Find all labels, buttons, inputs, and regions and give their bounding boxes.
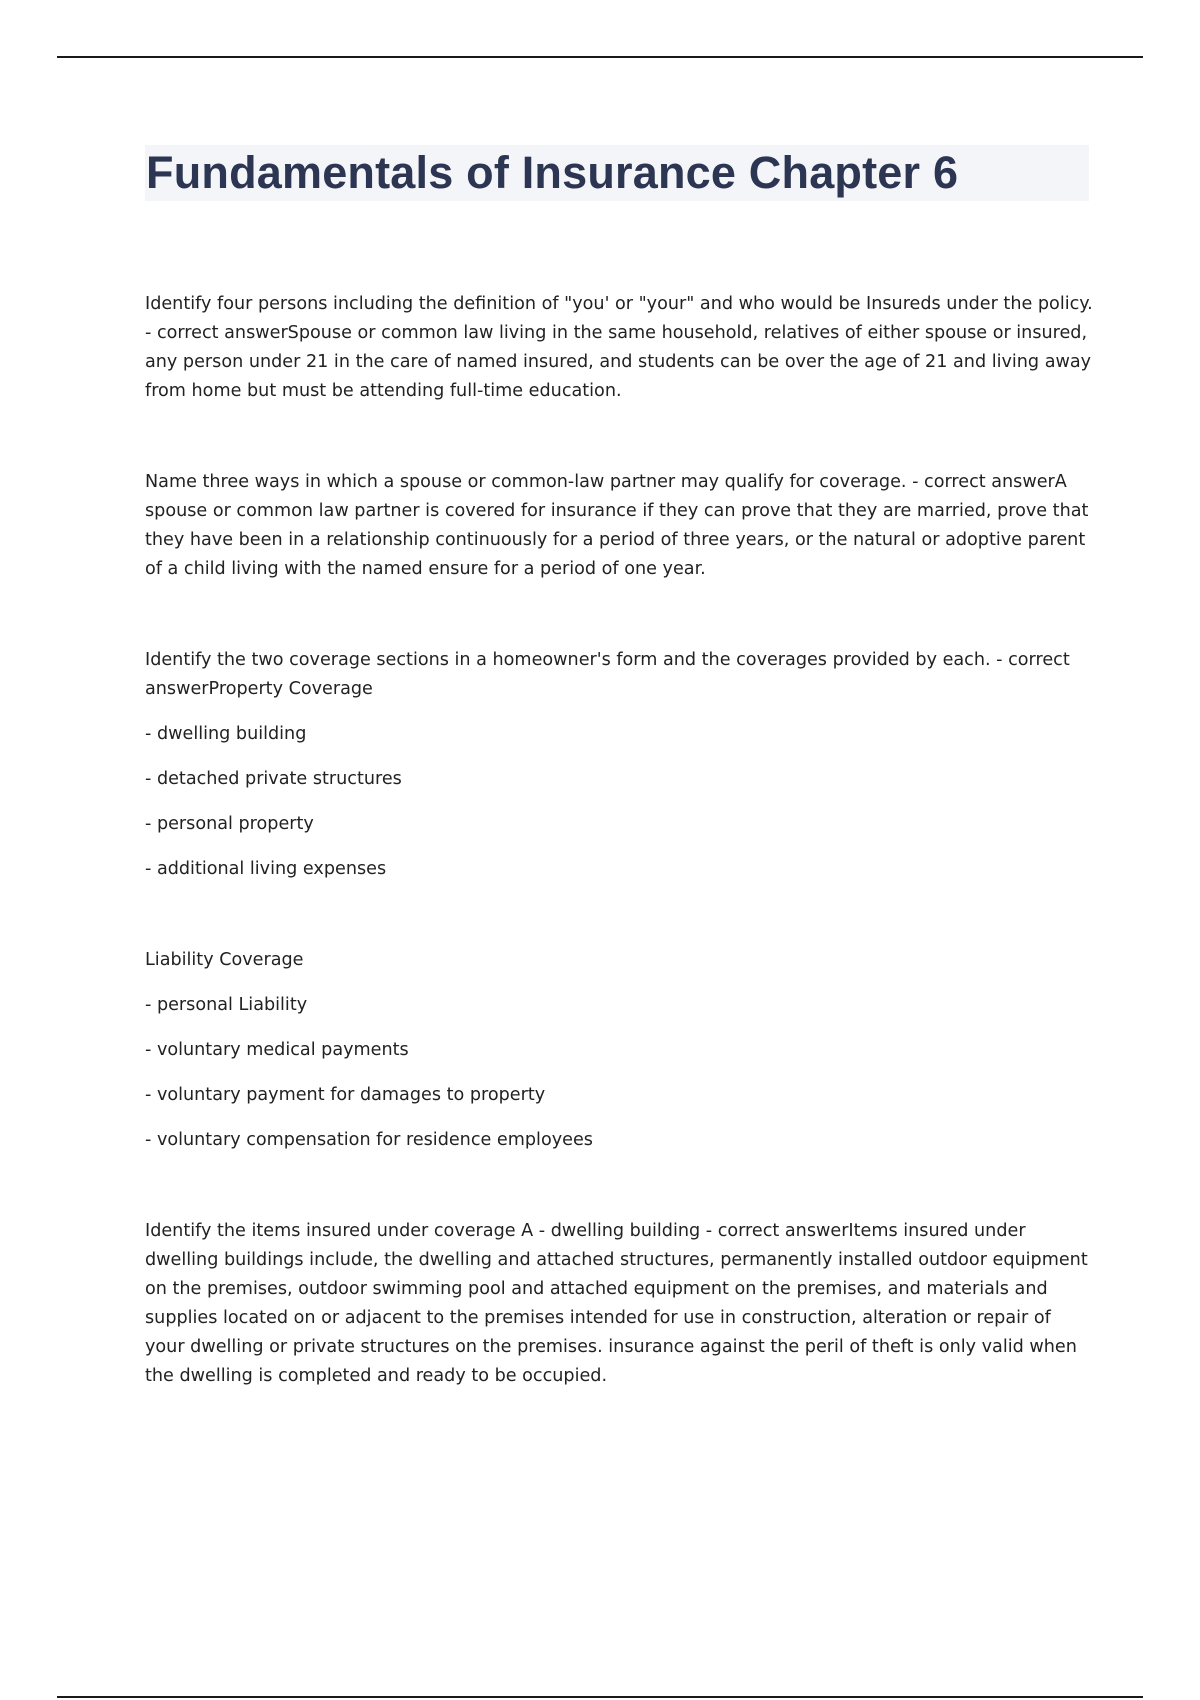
list-item: - voluntary payment for damages to property	[145, 1085, 546, 1105]
spacer	[145, 584, 1095, 646]
question-answer-1: Identify four persons including the definition of "you' or "your" and who would be Insureds under the policy. - correct answerSpouse or common law living in the same household, relatives of either spouse or insured, any person under 21 in the care of named insured, and students can be over the age of 21 and living away from home but must be attending full-time education.	[145, 294, 1093, 401]
list-item: - voluntary medical payments	[145, 1040, 409, 1060]
list-item: - detached private structures	[145, 769, 402, 789]
spacer	[145, 1065, 1095, 1081]
document-body	[145, 290, 1095, 1391]
question-answer-2: Name three ways in which a spouse or common-law partner may qualify for coverage. - correct answerA spouse or common law partner is covered for insurance if they can prove that they are married, prove that they have been in a relationship continuously for a period of three years, or the natural or adoptive parent of a child living with the named ensure for a period of one year.	[145, 472, 1089, 579]
spacer	[145, 704, 1095, 720]
question-answer-3: Identify the two coverage sections in a homeowner's form and the coverages provided by each. - correct answerProperty Coverage	[145, 650, 1070, 699]
top-rule	[57, 56, 1143, 58]
spacer	[145, 975, 1095, 991]
spacer	[145, 1155, 1095, 1217]
document-title: Fundamentals of Insurance Chapter 6	[146, 147, 959, 198]
spacer	[145, 884, 1095, 946]
bottom-rule	[57, 1696, 1143, 1698]
list-item: - voluntary compensation for residence employees	[145, 1130, 593, 1150]
question-answer-4: Identify the items insured under coverage A - dwelling building - correct answerItems insured under dwelling buildings include, the dwelling and attached structures, permanently installed outdoor equipment on the premises, outdoor swimming pool and attached equipment on the premises, and materials and supplies located on or adjacent to the premises intended for use in construction, alteration or repair of your dwelling or private structures on the premises. insurance against the peril of theft is only valid when the dwelling is completed and ready to be occupied.	[145, 1221, 1088, 1386]
spacer	[145, 749, 1095, 765]
list-item: - personal property	[145, 814, 314, 834]
spacer	[145, 406, 1095, 468]
spacer	[145, 1020, 1095, 1036]
spacer	[145, 794, 1095, 810]
list-item: - dwelling building	[145, 724, 307, 744]
spacer	[145, 839, 1095, 855]
list-item: - personal Liability	[145, 995, 308, 1015]
list-item: - additional living expenses	[145, 859, 387, 879]
section-heading-liability: Liability Coverage	[145, 950, 304, 970]
spacer	[145, 1110, 1095, 1126]
